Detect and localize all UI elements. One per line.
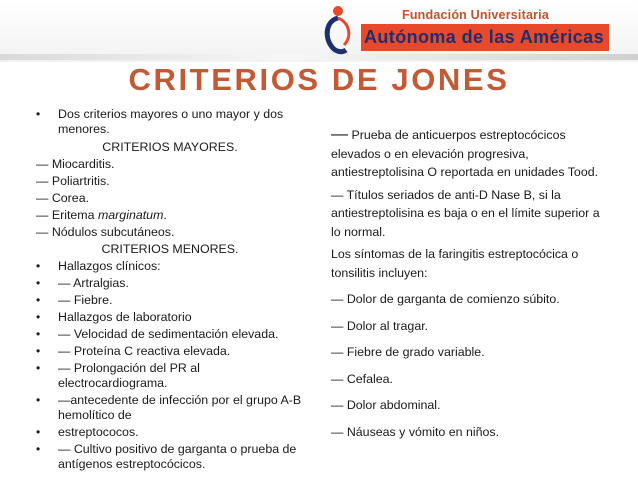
university-logo-icon	[318, 3, 358, 55]
list-item: — Poliartritis.	[36, 174, 110, 188]
header-banner	[0, 0, 638, 62]
dash-mark: —	[331, 124, 348, 143]
bullet-icon: •	[36, 293, 41, 307]
list-item	[36, 344, 304, 359]
list-item: — Nódulos subcutáneos.	[36, 225, 175, 239]
list-item: — Dolor al tragar.	[331, 318, 429, 333]
bullet-icon: •	[36, 327, 41, 341]
logo-subtitle: Fundación Universitaria	[402, 8, 549, 22]
bullet-icon: •	[36, 344, 41, 358]
list-item	[36, 393, 304, 423]
bullet-icon: •	[36, 259, 41, 273]
list-item	[36, 293, 304, 308]
paragraph-anticuerpos	[331, 125, 601, 182]
paragraph-sintomas: Los síntomas de la faringitis estreptocócica o tonsilitis incluyen:	[331, 247, 579, 280]
list-item: — Fiebre de grado variable.	[331, 345, 485, 359]
list-item: — Náuseas y vómito en niños.	[331, 424, 500, 439]
list-item	[36, 107, 304, 137]
list-item: — Cefalea.	[331, 371, 393, 386]
list-item: — Corea.	[36, 191, 90, 205]
list-item	[36, 361, 304, 391]
right-column	[331, 125, 601, 445]
list-item-text: estreptococos.	[58, 425, 139, 439]
bullet-icon: •	[36, 276, 41, 290]
list-item: — Miocarditis.	[36, 157, 115, 171]
list-item	[36, 276, 304, 291]
list-item-text: — Fiebre.	[58, 293, 113, 307]
bullet-icon: •	[36, 107, 41, 121]
mayores-heading-text: CRITERIOS MAYORES	[102, 140, 235, 154]
logo-title: Autónoma de las Américas	[364, 27, 605, 47]
bullet-icon: •	[36, 442, 41, 456]
eritema-prefix: — Eritema	[36, 208, 98, 222]
bullet-icon: •	[36, 425, 41, 439]
intro-text: Dos criterios mayores o uno mayor y dos menores.	[58, 107, 284, 136]
list-item-text: — Prolongación del PR al electrocardiograma.	[58, 361, 200, 390]
list-item-text: Hallazgos de laboratorio	[58, 310, 192, 324]
mayores-heading	[36, 140, 304, 155]
eritema-suffix: .	[163, 208, 167, 222]
menores-heading: CRITERIOS MENORES.	[101, 242, 239, 256]
list-item-text: — Cultivo positivo de garganta o prueba de antígenos estreptocócicos.	[58, 442, 297, 471]
mayores-heading-suffix: .	[234, 140, 238, 154]
list-item	[36, 310, 304, 325]
list-item: — Dolor abdominal.	[331, 398, 441, 412]
left-column	[36, 107, 304, 474]
list-item	[36, 259, 304, 274]
paragraph-text: Prueba de anticuerpos estreptocócicos elevados o en elevación progresiva, antiestreptolisina O reportada en unidades Tood.	[331, 128, 599, 179]
list-item	[36, 425, 304, 440]
list-item	[36, 442, 304, 472]
list-item	[36, 208, 304, 223]
list-item-text: — Artralgias.	[58, 276, 129, 290]
page-title: CRITERIOS DE JONES	[128, 62, 510, 97]
list-item-text: Hallazgos clínicos:	[58, 259, 161, 273]
list-item-text: — Proteína C reactiva elevada.	[58, 344, 231, 358]
bullet-icon: •	[36, 310, 41, 324]
list-item: — Dolor de garganta de comienzo súbito.	[331, 292, 560, 306]
bullet-icon: •	[36, 393, 41, 407]
list-item-text: —antecedente de infección por el grupo A-B hemolítico de	[58, 393, 302, 422]
eritema-italic: marginatum	[97, 208, 164, 222]
list-item	[36, 327, 304, 342]
paragraph-titulos: — Títulos seriados de anti-D Nase B, si la antiestreptolisina es baja o en el límite superior a lo normal.	[331, 187, 600, 239]
bullet-icon: •	[36, 361, 41, 375]
list-item-text: — Velocidad de sedimentación elevada.	[58, 327, 279, 341]
